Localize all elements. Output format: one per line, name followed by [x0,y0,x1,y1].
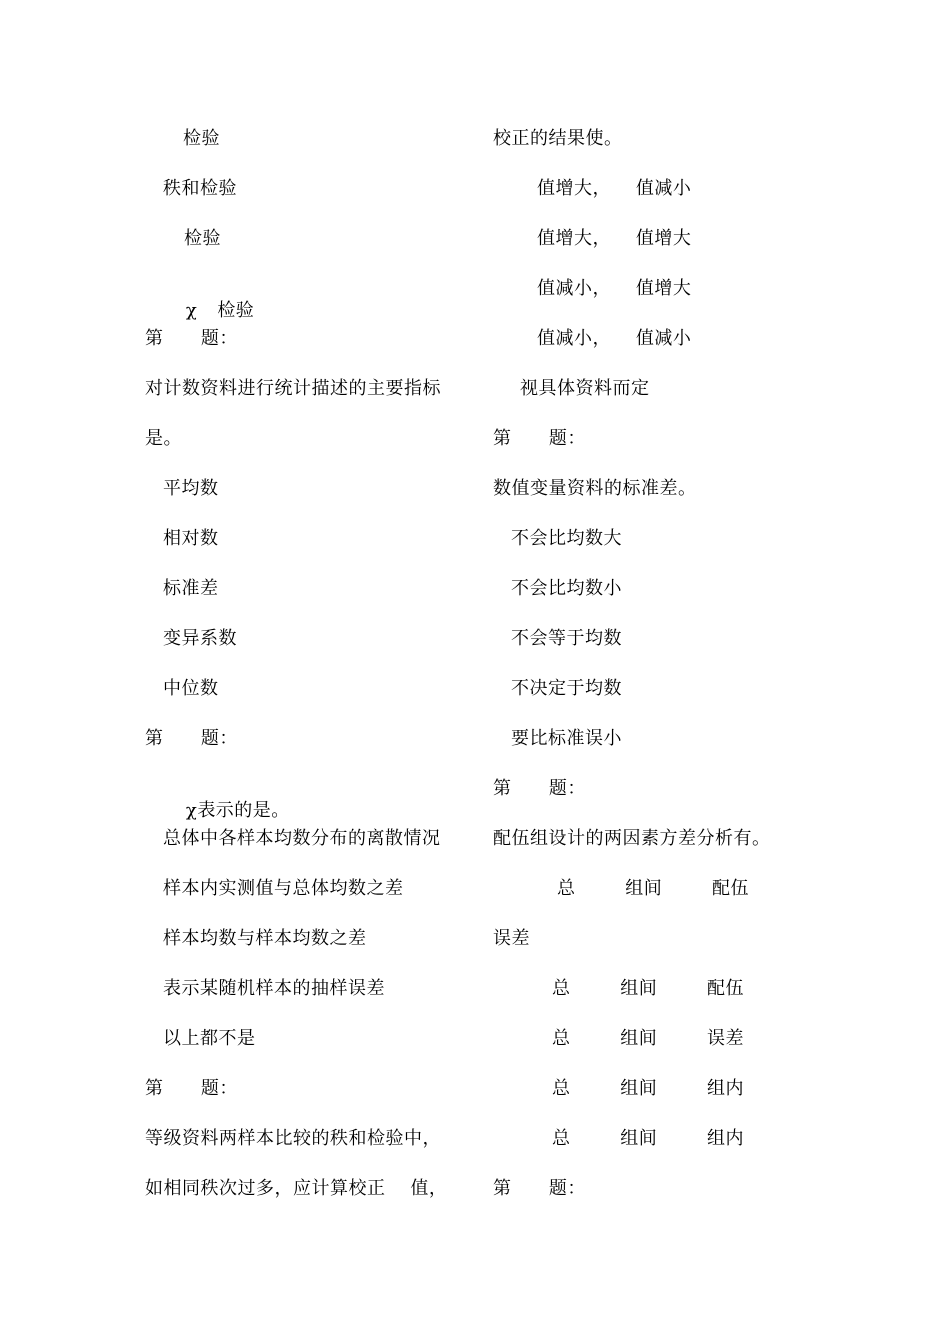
question-text: 数值变量资料的标准差。 [493,478,697,499]
option-line: 检验 [184,228,221,249]
option-line: 总 组间 组内 [552,1128,745,1149]
option-line: 检验 [183,128,220,149]
option-line: 不决定于均数 [511,678,622,699]
option-line: 值减小， 值减小 [537,328,692,349]
question-number: 第 题： [145,728,238,749]
question-number: 第 题： [493,428,586,449]
option-line: 变异系数 [163,628,237,649]
question-number: 第 题： [493,778,586,799]
option-line: 秩和检验 [163,178,237,199]
option-line: 误差 [493,928,530,949]
chi-symbol: χ [185,800,198,821]
question-number: 第 题： [145,328,238,349]
option-line: 值增大， 值增大 [537,228,692,249]
question-text: 配伍组设计的两因素方差分析有。 [493,828,771,849]
chi-symbol: χ [185,300,198,321]
option-line: 值减小， 值增大 [537,278,692,299]
option-line: 平均数 [163,478,219,499]
option-line: 总 组间 配伍 [552,978,745,999]
question-body: 表示的是。 [197,800,290,821]
option-line: 样本内实测值与总体均数之差 [163,878,404,899]
option-line: 标准差 [163,578,219,599]
option-line: 总 组间 误差 [552,1028,745,1049]
option-line: 总 组间 配伍 [557,878,750,899]
question-number: 第 题： [493,1178,586,1199]
option-line: 表示某随机样本的抽样误差 [163,978,385,999]
option-line: 值增大， 值减小 [537,178,692,199]
question-number: 第 题： [145,1078,238,1099]
option-line: 总 组间 组内 [552,1078,745,1099]
question-text: 是。 [145,428,182,449]
option-line: 不会比均数小 [511,578,622,599]
option-line: 不会等于均数 [511,628,622,649]
option-line: 要比标准误小 [511,728,622,749]
option-line: 中位数 [163,678,219,699]
question-text: 校正的结果使。 [493,128,623,149]
option-text: 检验 [217,300,255,321]
question-text: 如相同秩次过多，应计算校正 值， [145,1178,448,1199]
option-line: 总体中各样本均数分布的离散情况 [163,828,441,849]
question-text: 等级资料两样本比较的秩和检验中， [145,1128,441,1149]
option-line: 视具体资料而定 [520,378,650,399]
option-line: 相对数 [163,528,219,549]
option-line: 样本均数与样本均数之差 [163,928,367,949]
question-text: 对计数资料进行统计描述的主要指标 [145,378,441,399]
option-line: 以上都不是 [163,1028,256,1049]
option-line: 不会比均数大 [511,528,622,549]
